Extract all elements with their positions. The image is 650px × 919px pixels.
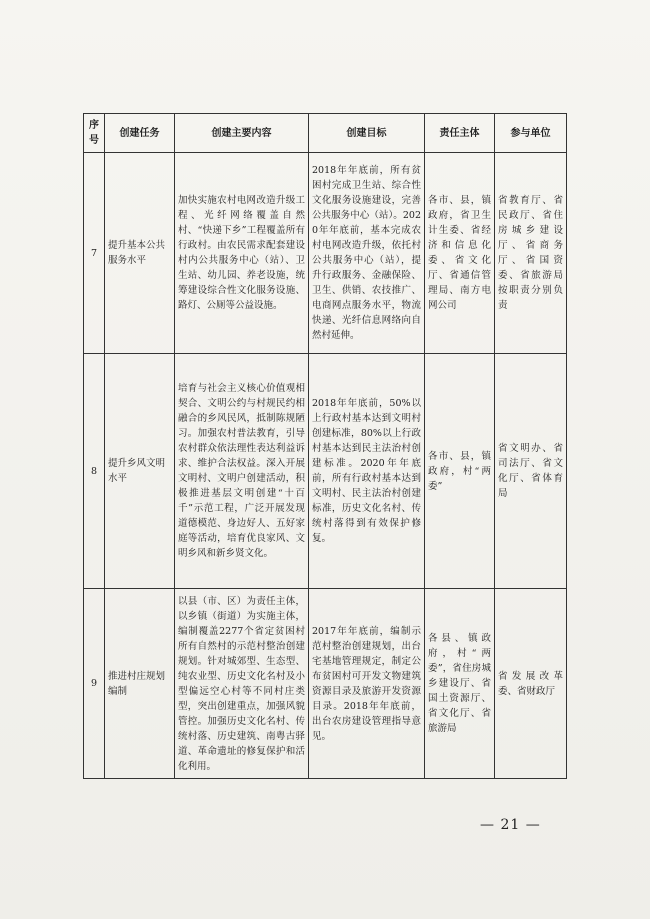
task-table — [83, 113, 567, 779]
row-owner: 各市、县，镇政府，省卫生计生委、省经济和信息化委、省文化厅、省通信管理局、南方电网公司 — [425, 153, 495, 354]
header-owner: 责任主体 — [425, 114, 495, 153]
row-task: 推进村庄规划编制 — [105, 589, 175, 779]
row-content: 以县（市、区）为责任主体，以乡镇（街道）为实施主体，编制覆盖2277个省定贫困村所有自然村的示范村整治创建规划。针对城郊型、生态型、纯农业型、历史文化名村及小型偏远空心村等不同村庄类型，突出创建重点，加强风貌管控。加强历史文化名村、传统村落、历史建筑、南粤古驿道、革命遗址的修复保护和活化利用。 — [175, 589, 309, 779]
row-goal: 2017年年底前，编制示范村整治创建规划，出台宅基地管理规定，制定公布贫困村可开发文物建筑资源目录及旅游开发资源目录。2018年年底前，出台农房建设管理指导意见。 — [309, 589, 425, 779]
row-goal: 2018年年底前，所有贫困村完成卫生站、综合性文化服务设施建设，完善公共服务中心（站）。2020年年底前，基本完成农村电网改造升级，依托村公共服务中心（站），提升行政服务、金融保险、卫生、供销、农技推广、电商网点服务水平，物流快递、光纤信息网络向自然村延伸。 — [309, 153, 425, 354]
row-partner: 省文明办、省司法厅、省文化厅、省体育局 — [495, 354, 567, 589]
table-row — [84, 153, 567, 354]
table-row — [84, 589, 567, 779]
row-partner: 省发展改革委、省财政厅 — [495, 589, 567, 779]
row-partner: 省教育厅、省民政厅、省住房城乡建设厅、省商务厅、省国资委、省旅游局按职责分别负责 — [495, 153, 567, 354]
row-task: 提升基本公共服务水平 — [105, 153, 175, 354]
header-no: 序号 — [84, 114, 105, 153]
row-task: 提升乡风文明水平 — [105, 354, 175, 589]
table-row — [84, 354, 567, 589]
table-header-row — [84, 114, 567, 153]
row-number: 7 — [84, 153, 105, 354]
row-goal: 2018年年底前，50%以上行政村基本达到文明村创建标准，80%以上行政村基本达到民主法治村创建标准。2020年年底前，所有行政村基本达到文明村、民主法治村创建标准，历史文化名村、传统村落得到有效保护修复。 — [309, 354, 425, 589]
row-content: 加快实施农村电网改造升级工程、光纤网络覆盖自然村、“快递下乡”工程覆盖所有行政村。由农民需求配套建设村内公共服务中心（站）、卫生站、幼儿园、养老设施，统筹建设综合性文化服务设施、路灯、公厕等公益设施。 — [175, 153, 309, 354]
header-partner: 参与单位 — [495, 114, 567, 153]
row-content: 培育与社会主义核心价值观相契合、文明公约与村规民约相融合的乡风民风，抵制陈规陋习。加强农村普法教育，引导农村群众依法理性表达利益诉求、维护合法权益。深入开展文明村、文明户创建活动，积极推进基层文明创建“十百千”示范工程，广泛开展发现道德模范、身边好人、五好家庭等活动，培育优良家风、文明乡风和新乡贤文化。 — [175, 354, 309, 589]
row-number: 9 — [84, 589, 105, 779]
header-goal: 创建目标 — [309, 114, 425, 153]
row-owner: 各县、镇政府，村“两委”，省住房城乡建设厅、省国土资源厅、省文化厅、省旅游局 — [425, 589, 495, 779]
header-task: 创建任务 — [105, 114, 175, 153]
page-number: — 21 — — [480, 817, 541, 833]
row-owner: 各市、县，镇政府，村“两委” — [425, 354, 495, 589]
row-number: 8 — [84, 354, 105, 589]
header-content: 创建主要内容 — [175, 114, 309, 153]
